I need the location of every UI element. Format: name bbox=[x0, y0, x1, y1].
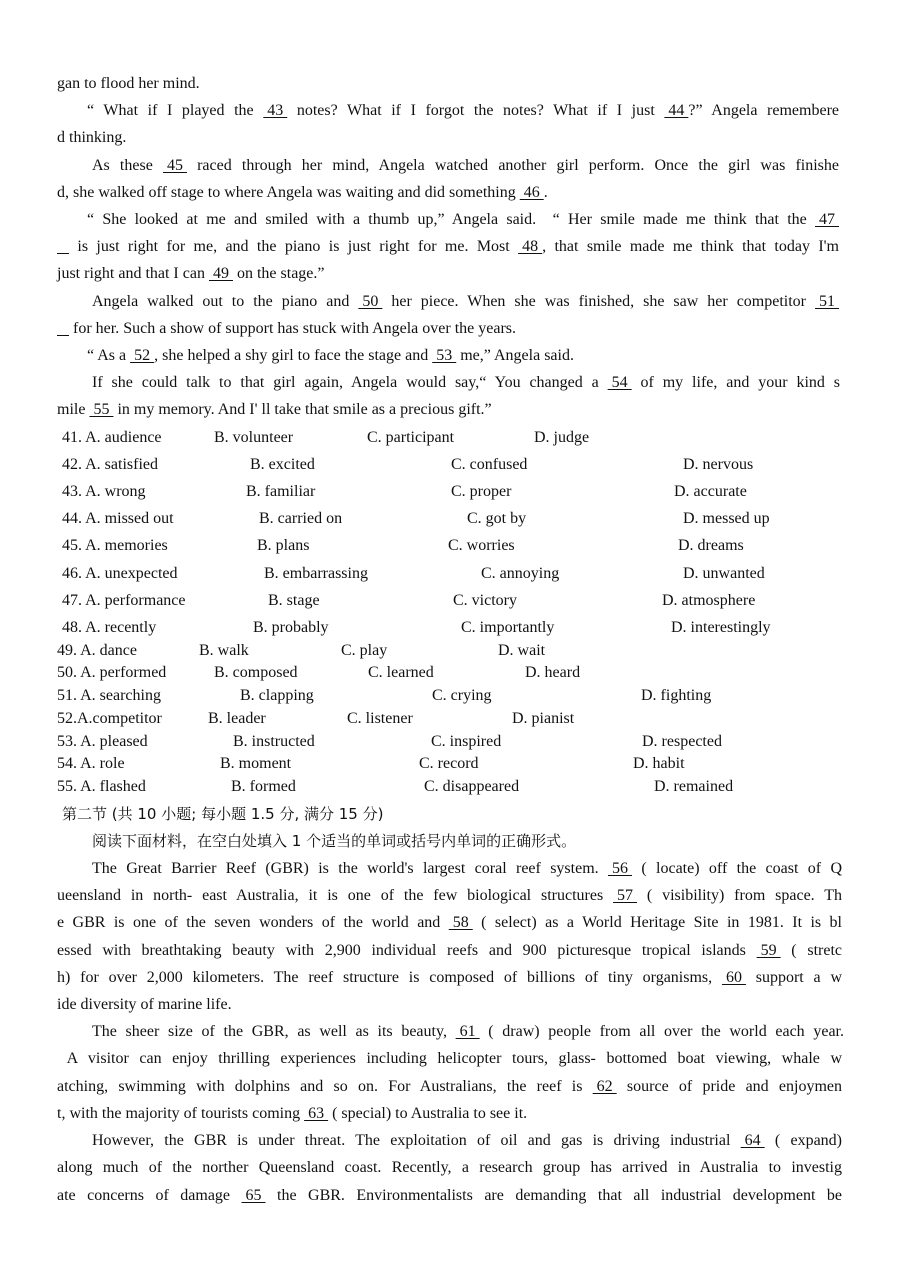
option-d: D. interestingly bbox=[671, 619, 771, 636]
option-c: C. crying bbox=[432, 687, 492, 704]
passage-text: ( special) to Australia to see it. bbox=[328, 1105, 528, 1122]
option-a: 53. A. pleased bbox=[57, 733, 148, 750]
passage-text: Angela walked out to the piano and bbox=[92, 293, 359, 310]
answer-blank[interactable]: 49 bbox=[208, 265, 233, 282]
passage-text: “ What if I played the bbox=[87, 102, 264, 119]
passage-line bbox=[92, 1131, 842, 1151]
answer-blank[interactable]: 55 bbox=[89, 401, 114, 418]
option-a: 52.A.competitor bbox=[57, 710, 162, 727]
passage-text: is just right for me, and the piano is just right for me. Most bbox=[69, 238, 519, 255]
passage-line bbox=[57, 913, 842, 933]
option-d: D. wait bbox=[498, 642, 546, 659]
option-c: C. play bbox=[341, 642, 388, 659]
option-b: B. embarrassing bbox=[264, 565, 368, 582]
passage-text: just right and that I can bbox=[57, 265, 209, 282]
passage-text: ( locate) off the coast of Q bbox=[632, 860, 842, 877]
answer-blank[interactable]: 52 bbox=[130, 347, 155, 364]
passage-line bbox=[57, 1158, 842, 1178]
option-a: 48. A. recently bbox=[62, 619, 157, 636]
option-d: D. fighting bbox=[641, 687, 712, 704]
passage-text: atching, swimming with dolphins and so on. For Australians, the reef is bbox=[57, 1078, 593, 1095]
passage-text: ate concerns of damage bbox=[57, 1187, 242, 1204]
passage-text: ( draw) people from all over the world each year. bbox=[479, 1023, 844, 1040]
option-a: 51. A. searching bbox=[57, 687, 161, 704]
option-a: 46. A. unexpected bbox=[62, 565, 178, 582]
passage-line bbox=[57, 237, 839, 257]
section-instruction: 阅读下面材料，在空白处填入 1 个适当的单词或括号内单词的正确形式。 bbox=[92, 832, 577, 850]
passage-text: “ As a bbox=[87, 347, 131, 364]
answer-blank[interactable]: 62 bbox=[592, 1078, 617, 1095]
option-c: C. confused bbox=[451, 456, 528, 473]
passage-text: The Great Barrier Reef (GBR) is the world's largest coral reef system. bbox=[92, 860, 608, 877]
option-a: 41. A. audience bbox=[62, 429, 162, 446]
passage-line bbox=[92, 156, 839, 176]
passage-line bbox=[57, 1104, 527, 1124]
passage-text: me,” Angela said. bbox=[456, 347, 574, 364]
passage-text: ueensland in north- east Australia, it is one of the few biological structures bbox=[57, 887, 614, 904]
option-c: C. proper bbox=[451, 483, 512, 500]
passage-line bbox=[92, 292, 839, 312]
option-b: B. composed bbox=[214, 664, 298, 681]
option-c: C. listener bbox=[347, 710, 413, 727]
passage-text: on the stage.” bbox=[232, 265, 325, 282]
passage-text: along much of the norther Queensland coast. Recently, a research group has arrived in Australia to investig bbox=[57, 1159, 842, 1176]
answer-blank[interactable]: 54 bbox=[607, 374, 632, 391]
option-a: 45. A. memories bbox=[62, 537, 168, 554]
passage-text: ide diversity of marine life. bbox=[57, 996, 232, 1013]
passage-line bbox=[92, 859, 842, 879]
passage-text: ( stretc bbox=[780, 942, 842, 959]
option-a: 55. A. flashed bbox=[57, 778, 146, 795]
option-c: C. annoying bbox=[481, 565, 560, 582]
passage-line bbox=[57, 941, 842, 961]
option-c: C. got by bbox=[467, 510, 527, 527]
answer-blank[interactable]: 60 bbox=[721, 969, 746, 986]
option-a: 50. A. performed bbox=[57, 664, 167, 681]
passage-text: mile bbox=[57, 401, 90, 418]
option-b: B. carried on bbox=[259, 510, 343, 527]
option-d: D. judge bbox=[534, 429, 590, 446]
option-b: B. clapping bbox=[240, 687, 314, 704]
option-d: D. atmosphere bbox=[662, 592, 756, 609]
passage-text: gan to flood her mind. bbox=[57, 75, 200, 92]
passage-text: t, with the majority of tourists coming bbox=[57, 1105, 305, 1122]
answer-blank[interactable]: 48 bbox=[518, 238, 543, 255]
passage-text: d, she walked off stage to where Angela was waiting and did something bbox=[57, 184, 520, 201]
passage-line bbox=[57, 400, 492, 420]
passage-text: in my memory. And I' ll take that smile as a precious gift.” bbox=[113, 401, 492, 418]
section-heading: 第二节 (共 10 小题; 每小题 1.5 分, 满分 15 分) bbox=[62, 805, 384, 823]
option-b: B. volunteer bbox=[214, 429, 294, 446]
option-b: B. walk bbox=[199, 642, 249, 659]
option-c: C. inspired bbox=[431, 733, 502, 750]
option-a: 49. A. dance bbox=[57, 642, 137, 659]
passage-text: As these bbox=[92, 157, 163, 174]
passage-text: notes? What if I forgot the notes? What if I just bbox=[287, 102, 665, 119]
passage-text: support a w bbox=[745, 969, 843, 986]
passage-line bbox=[87, 101, 839, 121]
passage-text: If she could talk to that girl again, Angela would say,“ You changed a bbox=[92, 374, 608, 391]
passage-text: d thinking. bbox=[57, 129, 127, 146]
option-a: 43. A. wrong bbox=[62, 483, 146, 500]
passage-text: A visitor can enjoy thrilling experiences including helicopter tours, glass- bottomed boat viewing, whale w bbox=[57, 1050, 842, 1067]
option-c: C. disappeared bbox=[424, 778, 520, 795]
passage-text: ?” Angela remembere bbox=[688, 102, 839, 119]
option-a: 47. A. performance bbox=[62, 592, 186, 609]
option-d: D. pianist bbox=[512, 710, 575, 727]
passage-line bbox=[57, 1049, 842, 1069]
option-d: D. accurate bbox=[674, 483, 747, 500]
option-b: B. probably bbox=[253, 619, 329, 636]
passage-text: ( select) as a World Heritage Site in 1981. It is bl bbox=[472, 914, 842, 931]
option-d: D. remained bbox=[654, 778, 734, 795]
passage-text: “ She looked at me and smiled with a thumb up,” Angela said. “ Her smile made me think that the bbox=[87, 211, 815, 228]
answer-blank[interactable]: 64 bbox=[740, 1132, 765, 1149]
passage-line bbox=[57, 1186, 842, 1206]
answer-blank[interactable]: 56 bbox=[608, 860, 632, 877]
passage-text: , that smile made me think that today I'm bbox=[542, 238, 840, 255]
passage-text: e GBR is one of the seven wonders of the world and bbox=[57, 914, 449, 931]
option-b: B. leader bbox=[208, 710, 266, 727]
passage-text: However, the GBR is under threat. The exploitation of oil and gas is driving industrial bbox=[92, 1132, 741, 1149]
passage-line bbox=[92, 1022, 844, 1042]
option-c: C. record bbox=[419, 755, 479, 772]
option-d: D. respected bbox=[642, 733, 722, 750]
answer-blank[interactable]: 51 bbox=[815, 293, 839, 310]
option-d: D. nervous bbox=[683, 456, 754, 473]
passage-line bbox=[57, 264, 325, 284]
option-c: C. learned bbox=[368, 664, 434, 681]
answer-blank[interactable]: 61 bbox=[455, 1023, 480, 1040]
option-a: 54. A. role bbox=[57, 755, 125, 772]
option-c: C. victory bbox=[453, 592, 517, 609]
option-c: C. worries bbox=[448, 537, 515, 554]
option-d: D. heard bbox=[525, 664, 581, 681]
answer-blank[interactable]: 59 bbox=[756, 942, 781, 959]
passage-text: the GBR. Environmentalists are demanding that all industrial development be bbox=[265, 1187, 842, 1204]
option-c: C. participant bbox=[367, 429, 455, 446]
passage-line bbox=[87, 346, 574, 366]
passage-line bbox=[87, 210, 839, 230]
passage-text: essed with breathtaking beauty with 2,900 individual reefs and 900 picturesque tropical islands bbox=[57, 942, 757, 959]
passage-text: , she helped a shy girl to face the stage and bbox=[154, 347, 433, 364]
answer-blank[interactable] bbox=[57, 237, 69, 257]
option-b: B. formed bbox=[231, 778, 296, 795]
answer-blank[interactable]: 63 bbox=[304, 1105, 329, 1122]
passage-line bbox=[57, 1077, 842, 1097]
passage-line bbox=[57, 319, 516, 339]
option-b: B. familiar bbox=[246, 483, 316, 500]
answer-blank[interactable] bbox=[57, 319, 69, 339]
passage-text: raced through her mind, Angela watched another girl perform. Once the girl was finishe bbox=[186, 157, 840, 174]
passage-line bbox=[57, 183, 548, 203]
option-d: D. dreams bbox=[678, 537, 744, 554]
passage-line bbox=[57, 886, 842, 906]
option-d: D. habit bbox=[633, 755, 685, 772]
option-a: 42. A. satisfied bbox=[62, 456, 158, 473]
passage-text: her piece. When she was finished, she saw her competitor bbox=[382, 293, 815, 310]
passage-text: . bbox=[543, 184, 548, 201]
answer-blank[interactable]: 43 bbox=[263, 102, 288, 119]
option-b: B. plans bbox=[257, 537, 310, 554]
passage-text: for her. Such a show of support has stuck with Angela over the years. bbox=[69, 320, 517, 337]
passage-text: ( expand) bbox=[764, 1132, 843, 1149]
answer-blank[interactable]: 53 bbox=[432, 347, 457, 364]
passage-line bbox=[57, 995, 232, 1015]
passage-text: ( visibility) from space. Th bbox=[637, 887, 843, 904]
passage-text: of my life, and your kind s bbox=[631, 374, 840, 391]
passage-line bbox=[57, 968, 842, 988]
option-b: B. instructed bbox=[233, 733, 315, 750]
option-b: B. moment bbox=[220, 755, 292, 772]
answer-blank[interactable]: 46 bbox=[519, 184, 544, 201]
option-b: B. stage bbox=[268, 592, 320, 609]
option-d: D. messed up bbox=[683, 510, 770, 527]
answer-blank[interactable]: 50 bbox=[358, 293, 383, 310]
passage-text: source of pride and enjoymen bbox=[616, 1078, 843, 1095]
passage-line bbox=[57, 128, 126, 148]
answer-blank[interactable]: 44 bbox=[664, 102, 689, 119]
answer-blank[interactable]: 45 bbox=[162, 157, 187, 174]
answer-blank[interactable]: 47 bbox=[815, 211, 839, 228]
passage-line bbox=[57, 74, 200, 94]
option-b: B. excited bbox=[250, 456, 315, 473]
option-d: D. unwanted bbox=[683, 565, 765, 582]
answer-blank[interactable]: 65 bbox=[241, 1187, 266, 1204]
answer-blank[interactable]: 57 bbox=[613, 887, 638, 904]
passage-line bbox=[92, 373, 840, 393]
answer-blank[interactable]: 58 bbox=[448, 914, 473, 931]
passage-text: The sheer size of the GBR, as well as its beauty, bbox=[92, 1023, 456, 1040]
passage-text: h) for over 2,000 kilometers. The reef structure is composed of billions of tiny organisms, bbox=[57, 969, 722, 986]
option-a: 44. A. missed out bbox=[62, 510, 174, 527]
option-c: C. importantly bbox=[461, 619, 555, 636]
